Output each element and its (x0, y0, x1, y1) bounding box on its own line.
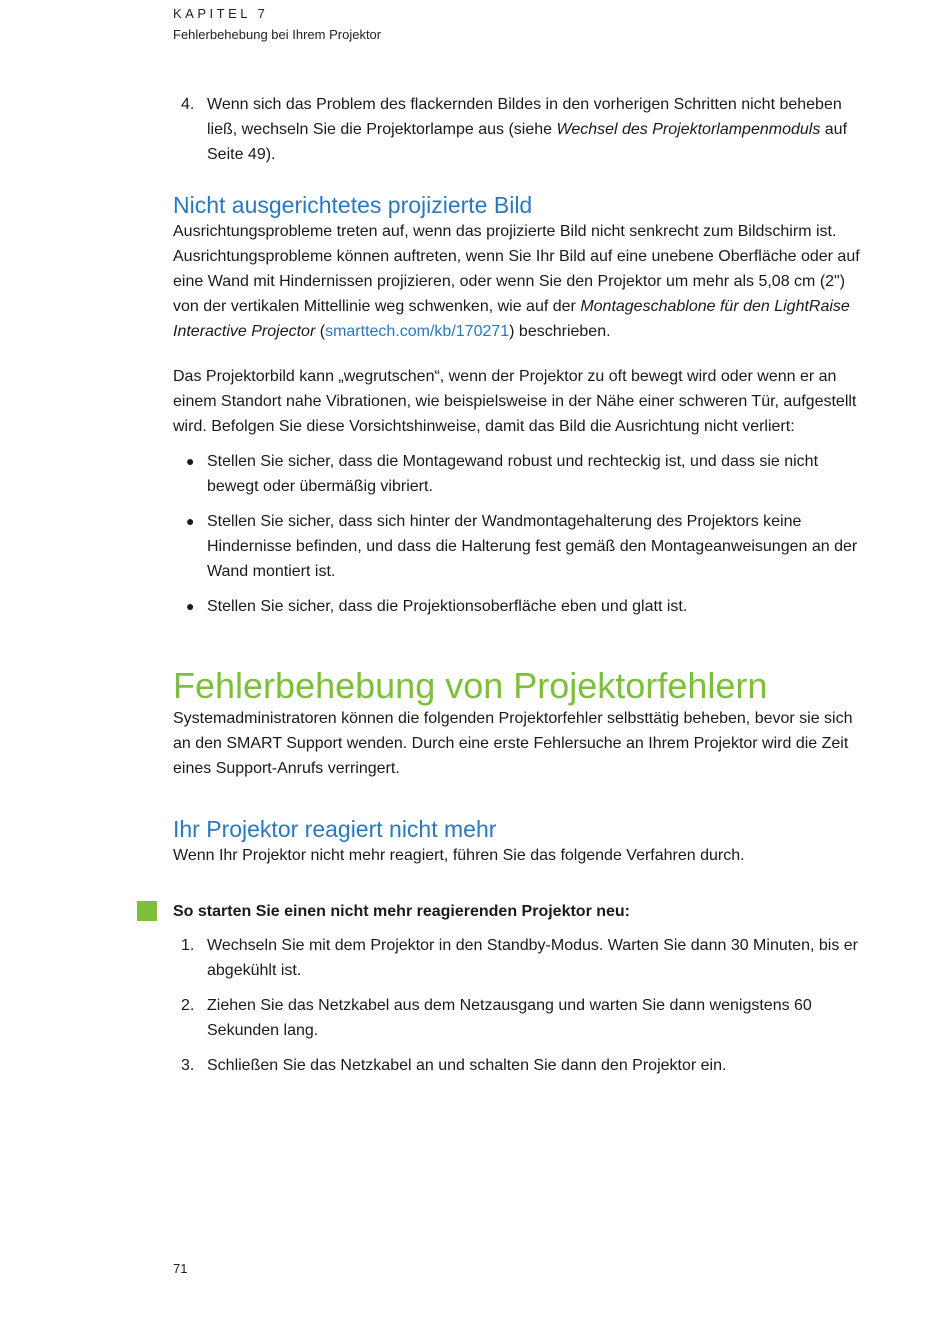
bullet-text: Stellen Sie sicher, dass die Montagewand robust und rechteckig ist, und dass sie nicht bewegt oder übermäßig vibriert. (207, 453, 819, 495)
list-item (173, 933, 863, 983)
errors-paragraph: Systemadministratoren können die folgenden Projektorfehler selbsttätig beheben, bevor sie sich an den SMART Support wenden. Durch eine erste Fehlersuche an Ihrem Projektor wird die Zeit eines Support-Anrufs verringert. (173, 710, 853, 777)
step-text: Schließen Sie das Netzkabel an und schalten Sie dann den Projektor ein. (207, 1057, 727, 1074)
procedure-icon (137, 901, 157, 921)
bullet-icon: ● (186, 513, 195, 529)
alignment-paragraph-2: Das Projektorbild kann „wegrutschen“, wenn der Projektor zu oft bewegt wird oder wenn er an einem Standort nahe Vibrationen, wie beispielsweise in der Nähe einer schweren Tür, aufgestellt wird. Befolgen Sie diese Vorsichtshinweise, damit das Bild die Ausrichtung nicht verliert: (173, 368, 857, 435)
section-heading-unresponsive: Ihr Projektor reagiert nicht mehr (173, 816, 497, 842)
bullet-icon: ● (186, 453, 195, 469)
section-heading-errors: Fehlerbehebung von Projektorfehlern (173, 665, 768, 706)
template-reference: Montageschablone für den LightRaise Interactive Projector (173, 298, 850, 340)
list-item (173, 993, 863, 1043)
step-text: Ziehen Sie das Netzkabel aus dem Netzausgang und warten Sie dann wenigstens 60 Sekunden lang. (207, 997, 812, 1039)
step-text: Wenn sich das Problem des flackernden Bildes in den vorherigen Schritten nicht beheben ließ, wechseln Sie die Projektorlampe aus (siehe (207, 96, 842, 138)
section-heading-alignment: Nicht ausgerichtetes projizierte Bild (173, 192, 533, 218)
procedure-steps (173, 933, 863, 1078)
page-content (173, 92, 863, 1088)
paren-open: ( (315, 323, 326, 340)
bullet-text: Stellen Sie sicher, dass die Projektionsoberfläche eben und glatt ist. (207, 598, 688, 615)
list-item (173, 509, 863, 584)
page-header (173, 6, 381, 42)
list-item (173, 1053, 863, 1078)
page-number: 71 (173, 1261, 188, 1276)
step-number: 2. (181, 997, 195, 1014)
bullet-text: Stellen Sie sicher, dass sich hinter der Wandmontagehalterung des Projektors keine Hindernisse befinden, und dass die Halterung fest gemäß den Montageanweisungen an der Wand montiert ist. (207, 513, 858, 580)
chapter-label: KAPITEL 7 (173, 6, 269, 21)
precaution-list (173, 449, 863, 619)
step-number: 1. (181, 937, 195, 954)
step-number: 4. (181, 96, 195, 113)
list-item (173, 92, 863, 167)
intro-step-list (173, 92, 863, 167)
paragraph-text: Ausrichtungsprobleme treten auf, wenn das projizierte Bild nicht senkrecht zum Bildschirm ist. Ausrichtungsprobleme können auftreten, wenn Sie Ihr Bild auf eine unebene Oberfläche oder auf eine Wand mit Hindernissen projizieren, oder wenn Sie den Projektor um mehr als 5,08 cm (2") von der vertikalen Mittellinie weg schwenken, wie auf der (173, 223, 860, 315)
unresponsive-paragraph: Wenn Ihr Projektor nicht mehr reagiert, führen Sie das folgende Verfahren durch. (173, 847, 745, 864)
alignment-paragraph-1 (173, 219, 863, 344)
paragraph-text-end: ) beschrieben. (509, 323, 611, 340)
step-text: Wechseln Sie mit dem Projektor in den Standby-Modus. Warten Sie dann 30 Minuten, bis er abgekühlt ist. (207, 937, 858, 979)
bullet-icon: ● (186, 598, 195, 614)
step-reference: Wechsel des Projektorlampenmoduls (556, 121, 821, 138)
chapter-subtitle: Fehlerbehebung bei Ihrem Projektor (173, 27, 382, 42)
procedure-title: So starten Sie einen nicht mehr reagierenden Projektor neu: (173, 903, 631, 920)
list-item (173, 449, 863, 499)
support-link[interactable]: smarttech.com/kb/170271 (325, 323, 510, 340)
procedure-heading (173, 899, 863, 924)
list-item (173, 594, 863, 619)
step-number: 3. (181, 1057, 195, 1074)
step-text-end: auf Seite 49). (207, 121, 848, 163)
